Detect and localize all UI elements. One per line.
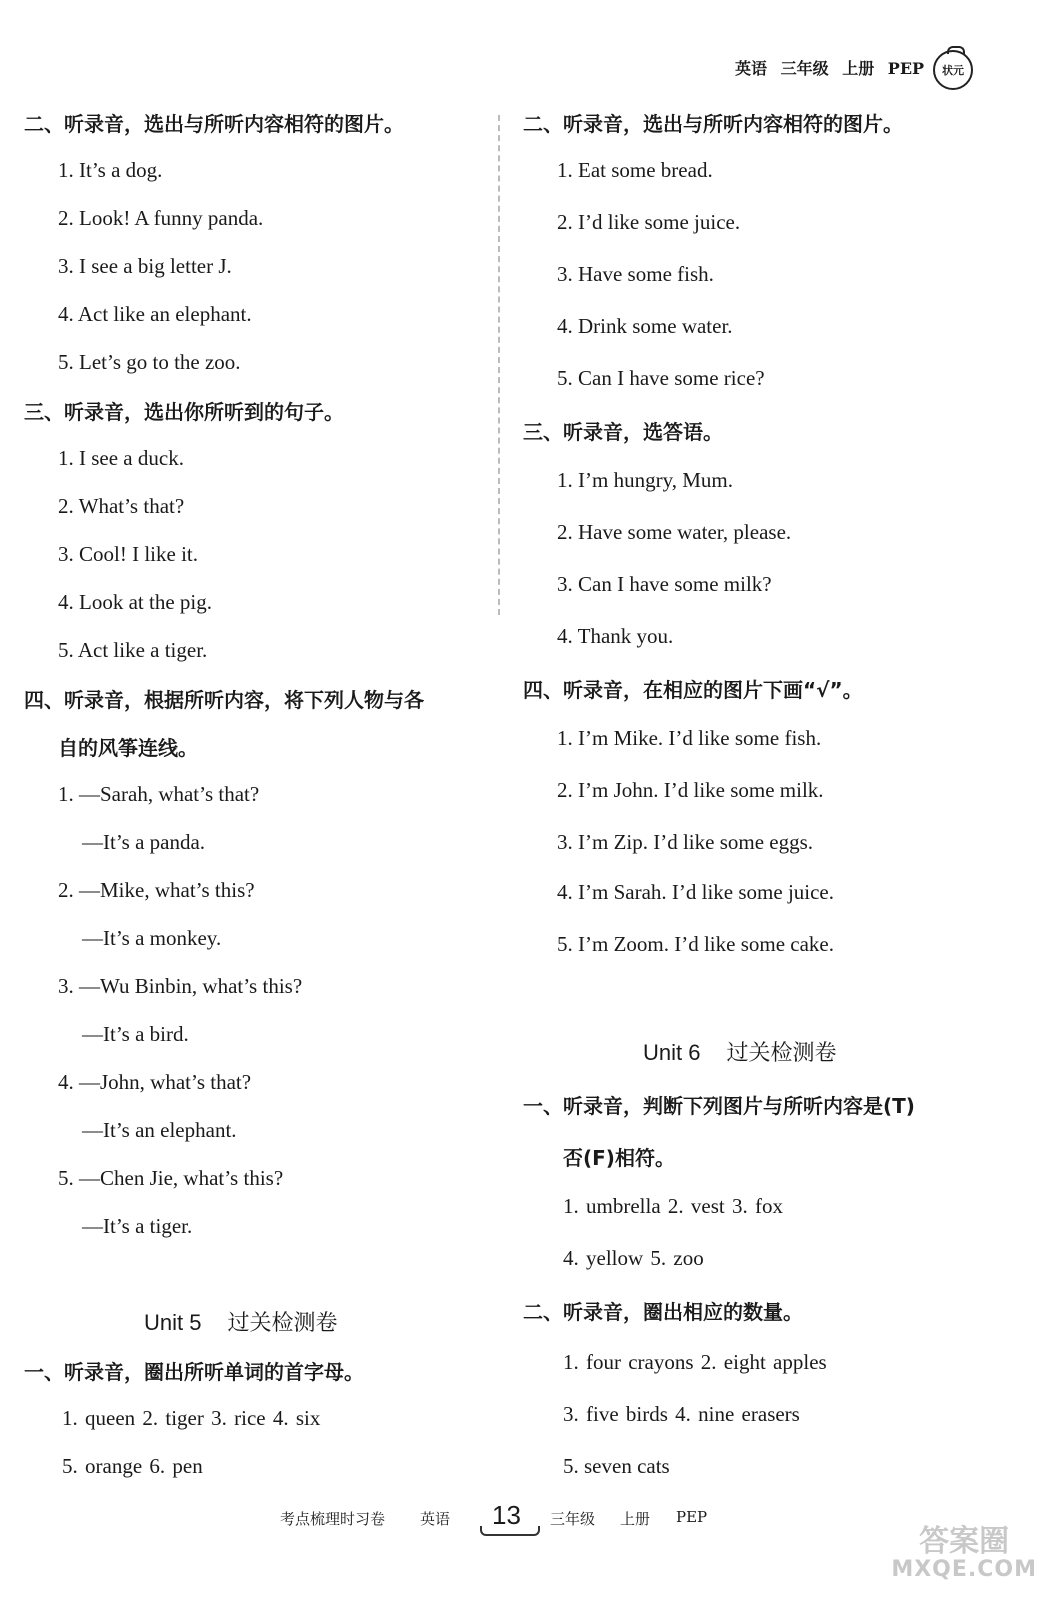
left-s2-item-4: 4. Act like an elephant. (58, 302, 252, 326)
footer-grade: 三年级 (550, 1510, 596, 1528)
unit5-section-1-title: 一、听录音，圈出所听单词的首字母。 (24, 1360, 364, 1384)
right-s4-item-5: 5. I’m Zoom. I’d like some cake. (557, 932, 834, 956)
page-header (735, 50, 995, 90)
unit6-cn: 过关检测卷 (726, 1041, 837, 1066)
right-s4-item-2: 2. I’m John. I’d like some milk. (557, 778, 824, 802)
unit6-s2-items-row1: 1. four crayons 2. eight apples (563, 1350, 827, 1374)
right-s2-item-3: 3. Have some fish. (557, 262, 714, 286)
unit6-section-1-title-line1: 一、听录音，判断下列图片与所听内容是(T) (523, 1094, 915, 1118)
right-s3-item-3: 3. Can I have some milk? (557, 572, 772, 596)
left-s4-item-1a: —It’s a panda. (82, 830, 206, 854)
left-s2-item-2: 2. Look! A funny panda. (58, 206, 264, 230)
left-section-3-title: 三、听录音，选出你所听到的句子。 (24, 400, 344, 424)
left-s4-item-5q: 5. —Chen Jie, what’s this? (58, 1166, 284, 1190)
unit6-name: Unit 6 (643, 1040, 701, 1065)
unit6-section-2-title: 二、听录音，圈出相应的数量。 (523, 1300, 803, 1324)
right-section-4-title: 四、听录音，在相应的图片下画“√”。 (523, 678, 863, 702)
crown-emblem-icon (933, 50, 973, 90)
header-edition: PEP (887, 59, 925, 78)
left-s2-item-1: 1. It’s a dog. (58, 158, 163, 182)
page-number: 13 (492, 1500, 521, 1530)
watermark-url: MXQE.COM (891, 1556, 1037, 1582)
unit5-cn: 过关检测卷 (227, 1311, 338, 1336)
left-s3-item-3: 3. Cool! I like it. (58, 542, 198, 566)
watermark (891, 1525, 1037, 1582)
footer-subject: 英语 (420, 1510, 451, 1528)
header-text (735, 56, 932, 79)
left-s4-item-2q: 2. —Mike, what’s this? (58, 878, 255, 902)
unit6-s1-items-row1: 1. umbrella 2. vest 3. fox (563, 1194, 783, 1218)
right-s2-item-5: 5. Can I have some rice? (557, 366, 765, 390)
footer-book: 考点梳理时习卷 (280, 1510, 386, 1528)
right-s4-item-4: 4. I’m Sarah. I’d like some juice. (557, 880, 834, 904)
left-s4-item-3q: 3. —Wu Binbin, what’s this? (58, 974, 303, 998)
watermark-logo: 答案圈 (919, 1523, 1010, 1559)
unit6-s1-items-row2: 4. yellow 5. zoo (563, 1246, 704, 1270)
left-s3-item-2: 2. What’s that? (58, 494, 185, 518)
right-s2-item-1: 1. Eat some bread. (557, 158, 713, 182)
footer-edition: PEP (676, 1508, 708, 1526)
right-s3-item-1: 1. I’m hungry, Mum. (557, 468, 733, 492)
left-section-4-title-line1: 四、听录音，根据所听内容，将下列人物与各 (24, 688, 424, 712)
emblem-text: 状元 (942, 64, 964, 77)
left-section-2-title: 二、听录音，选出与所听内容相符的图片。 (24, 112, 404, 136)
left-section-4-title-line2: 自的风筝连线。 (58, 736, 198, 760)
header-grade: 三年级 (780, 59, 829, 78)
right-s2-item-2: 2. I’d like some juice. (557, 210, 741, 234)
unit6-section-1-title-line2: 否(F)相符。 (563, 1146, 675, 1170)
right-section-2-title: 二、听录音，选出与所听内容相符的图片。 (523, 112, 903, 136)
left-s4-item-4q: 4. —John, what’s that? (58, 1070, 252, 1094)
page-footer (280, 1500, 800, 1540)
right-s3-item-4: 4. Thank you. (557, 624, 674, 648)
unit5-heading (144, 1306, 338, 1337)
left-s4-item-3a: —It’s a bird. (82, 1022, 189, 1046)
left-s3-item-5: 5. Act like a tiger. (58, 638, 208, 662)
unit6-s2-items-row3: 5. seven cats (563, 1454, 670, 1478)
left-s3-item-1: 1. I see a duck. (58, 446, 184, 470)
right-s3-item-2: 2. Have some water, please. (557, 520, 792, 544)
left-s2-item-3: 3. I see a big letter J. (58, 254, 232, 278)
right-s4-item-1: 1. I’m Mike. I’d like some fish. (557, 726, 822, 750)
left-s4-item-2a: —It’s a monkey. (82, 926, 222, 950)
unit6-s2-items-row2: 3. five birds 4. nine erasers (563, 1402, 800, 1426)
left-s4-item-4a: —It’s an elephant. (82, 1118, 237, 1142)
unit5-s1-items-row2: 5. orange 6. pen (62, 1454, 203, 1478)
right-section-3-title: 三、听录音，选答语。 (523, 420, 723, 444)
unit5-s1-items-row1: 1. queen 2. tiger 3. rice 4. six (62, 1406, 321, 1430)
right-s2-item-4: 4. Drink some water. (557, 314, 733, 338)
column-divider (498, 115, 500, 615)
left-s4-item-5a: —It’s a tiger. (82, 1214, 193, 1238)
header-subject: 英语 (735, 59, 768, 78)
left-s4-item-1q: 1. —Sarah, what’s that? (58, 782, 260, 806)
unit6-heading (643, 1036, 837, 1067)
left-s2-item-5: 5. Let’s go to the zoo. (58, 350, 241, 374)
left-s3-item-4: 4. Look at the pig. (58, 590, 212, 614)
right-s4-item-3: 3. I’m Zip. I’d like some eggs. (557, 830, 814, 854)
header-term: 上册 (842, 59, 875, 78)
page-number-bracket (480, 1526, 540, 1536)
footer-term: 上册 (620, 1510, 651, 1528)
unit5-name: Unit 5 (144, 1310, 202, 1335)
